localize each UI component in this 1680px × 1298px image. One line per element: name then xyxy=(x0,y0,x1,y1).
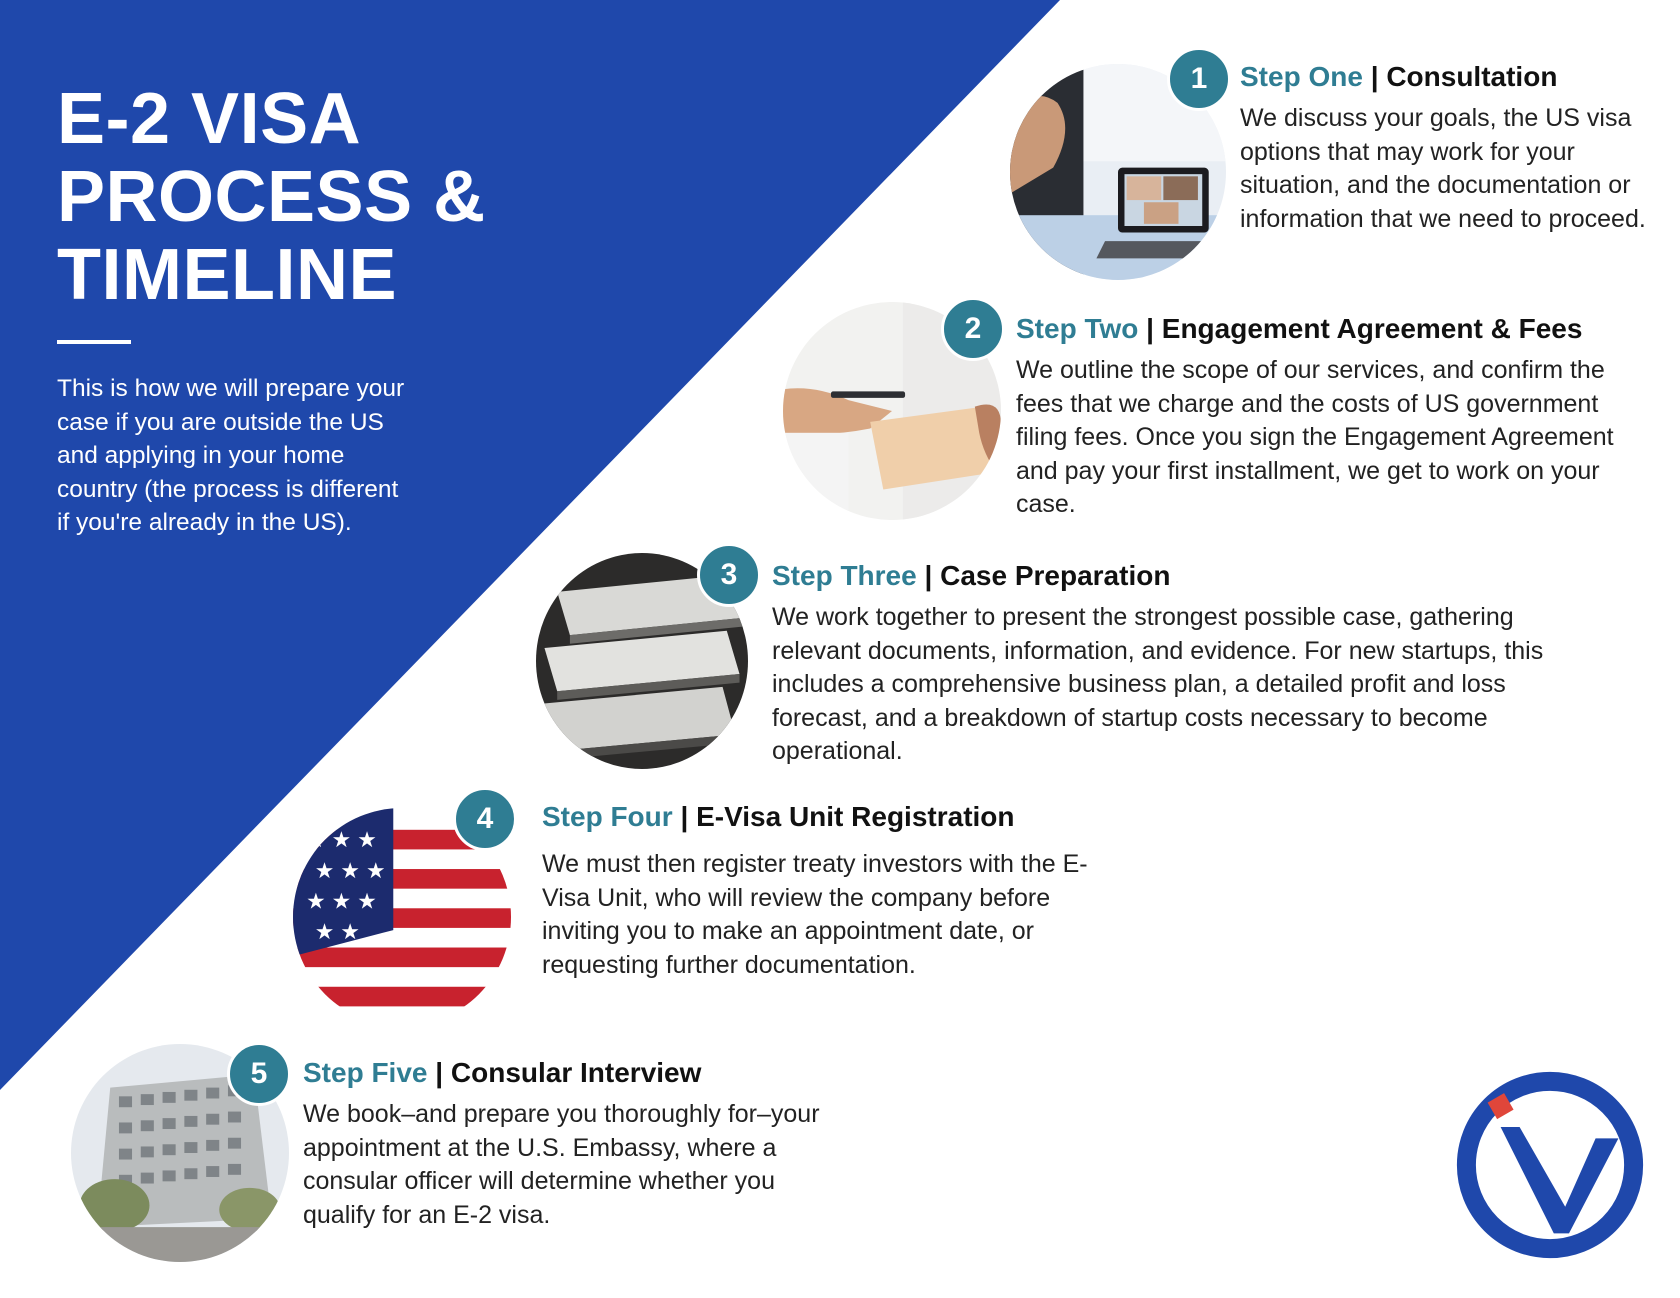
step-5-name: Consular Interview xyxy=(450,1057,702,1088)
step-3-name: Case Preparation xyxy=(940,560,1171,591)
step-5-label: Step Five xyxy=(303,1057,428,1088)
step-3-number-badge: 3 xyxy=(697,543,761,607)
step-2-separator: | xyxy=(1138,313,1162,344)
step-3-separator: | xyxy=(916,560,941,591)
step-1-heading xyxy=(1240,60,1660,94)
step-4 xyxy=(542,800,1122,982)
step-2-label: Step Two xyxy=(1016,313,1139,344)
step-5-number-badge: 5 xyxy=(227,1042,291,1106)
step-1-number-badge: 1 xyxy=(1167,47,1231,111)
step-4-number-badge: 4 xyxy=(453,787,517,851)
step-2-number-badge: 2 xyxy=(941,297,1005,361)
step-4-label: Step Four xyxy=(542,801,673,832)
step-3 xyxy=(772,559,1552,769)
step-1-name: Consultation xyxy=(1386,61,1558,92)
step-2 xyxy=(1016,312,1656,522)
page-title xyxy=(57,80,557,314)
svg-text:★ ★ ★: ★ ★ ★ xyxy=(314,857,386,883)
step-2-description: We outline the scope of our services, and confirm the fees that we charge and the costs of US government filing fees. Once you sign the Engagement Agreement and pay your first installment, we get to work on your case. xyxy=(1016,356,1614,519)
title-line-3: TIMELINE xyxy=(57,235,397,315)
step-5-description: We book–and prepare you thoroughly for–your appointment at the U.S. Embassy, where a consular officer will determine whether you qualify for an E-2 visa. xyxy=(303,1100,820,1229)
step-4-separator: | xyxy=(672,801,697,832)
step-5-heading xyxy=(303,1056,823,1090)
title-line-1: E-2 VISA xyxy=(57,79,362,159)
title-divider xyxy=(57,340,131,344)
step-2-name: Engagement Agreement & Fees xyxy=(1161,313,1583,344)
svg-text:★ ★: ★ ★ xyxy=(314,918,360,944)
svg-text:★ ★ ★: ★ ★ ★ xyxy=(306,827,377,853)
firm-logo-icon xyxy=(1455,1070,1645,1260)
step-1-separator: | xyxy=(1362,61,1387,92)
svg-text:★ ★ ★: ★ ★ ★ xyxy=(306,888,377,914)
step-3-label: Step Three xyxy=(772,560,917,591)
intro-paragraph: This is how we will prepare your case if you are outside the US and applying in your home country (the process is different if you're already in the US). xyxy=(57,375,405,536)
step-3-description: We work together to present the strongest possible case, gathering relevant documents, information, and evidence. For new startups, this includes a comprehensive business plan, a detailed profit and loss forecast, and a breakdown of startup costs necessary to become operational. xyxy=(772,603,1544,766)
step-1-label: Step One xyxy=(1240,61,1363,92)
step-4-heading xyxy=(542,800,1122,834)
step-1 xyxy=(1240,60,1660,236)
step-3-heading xyxy=(772,559,1552,593)
step-4-description: We must then register treaty investors with the E-Visa Unit, who will review the company before inviting you to make an appointment date, or requesting further documentation. xyxy=(542,850,1088,979)
title-line-2: PROCESS & xyxy=(57,157,486,237)
step-2-heading xyxy=(1016,312,1656,346)
step-5 xyxy=(303,1056,823,1232)
step-5-separator: | xyxy=(427,1057,451,1088)
step-4-name: E-Visa Unit Registration xyxy=(696,801,1015,832)
step-1-description: We discuss your goals, the US visa options that may work for your situation, and the documentation or information that we need to proceed. xyxy=(1240,104,1646,233)
